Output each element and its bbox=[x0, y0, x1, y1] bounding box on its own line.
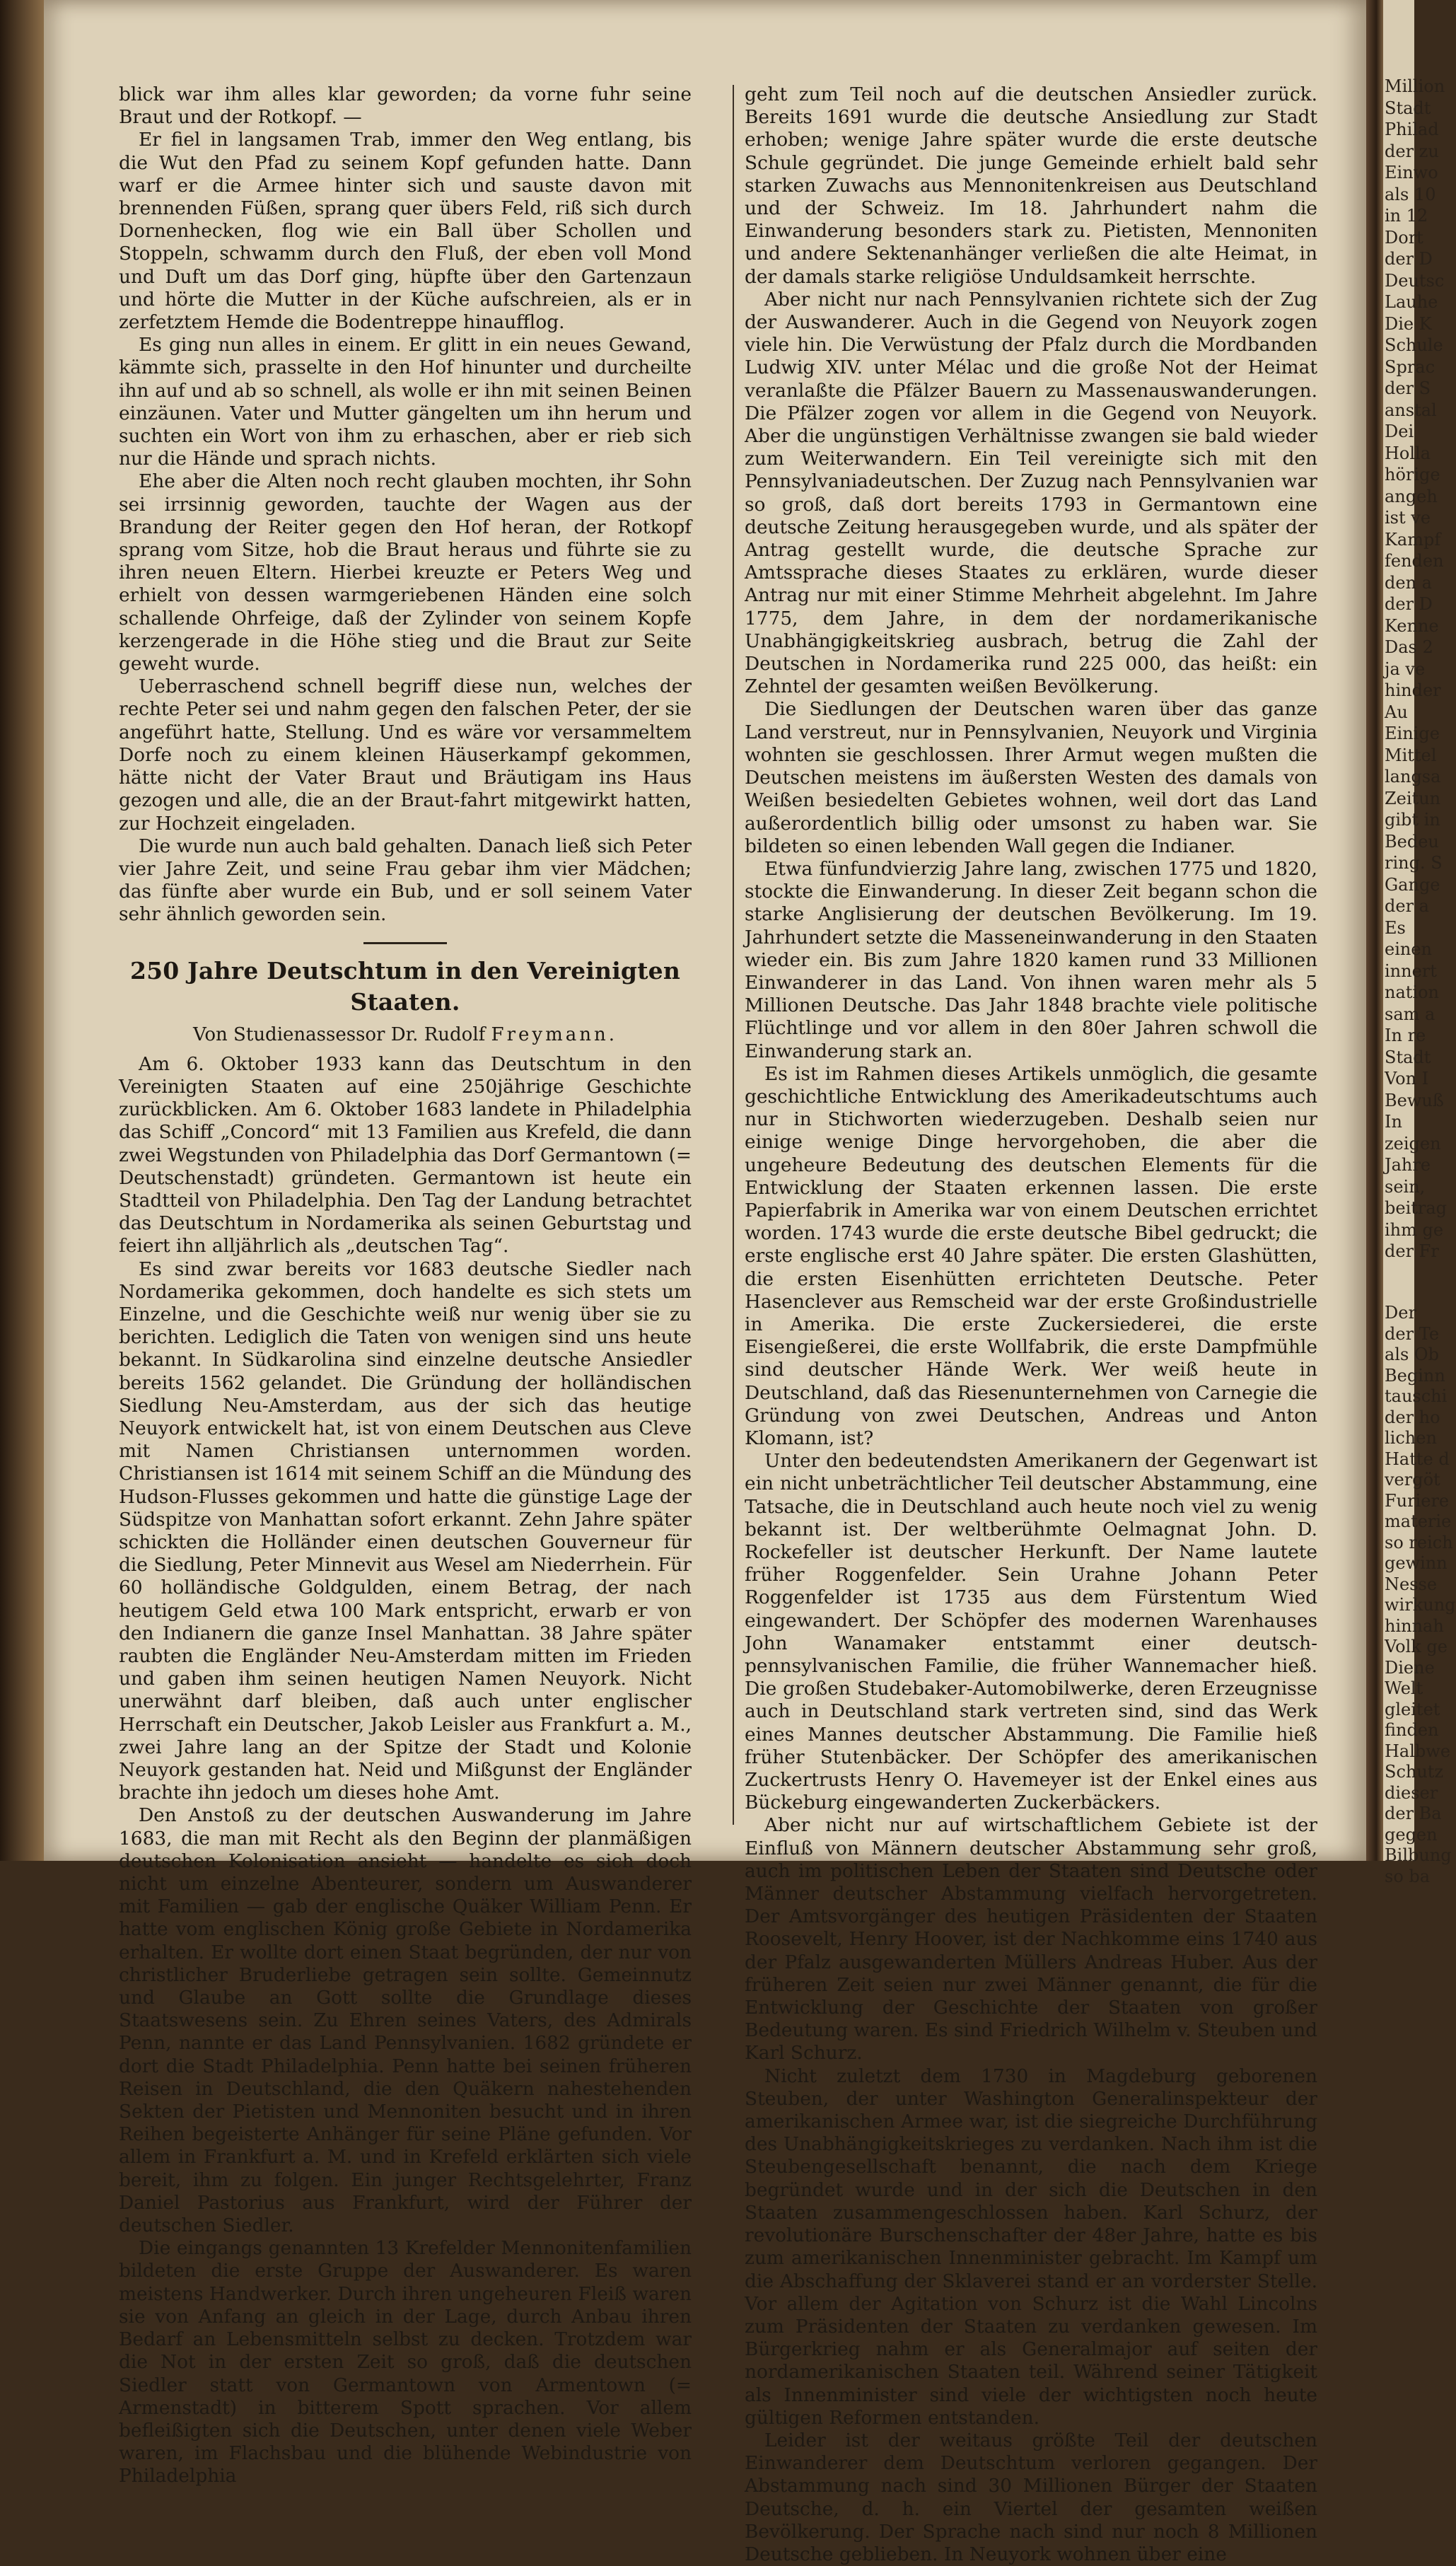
article-paragraph: Aber nicht nur nach Pennsylvanien richtete sich der Zug der Auswanderer. Auch in die Gegend von Neuyork zogen viele hin. Die Verwüstung der Pfalz durch die Mordbanden Ludwig XIV. unter Mélac und die große Not der Heimat veranlaßte die Pfälzer Bauern zu Massenauswanderungen. Die Pfälzer zogen vor allem in die Gegend von Neuyork. Aber die ungünstigen Verhältnisse zwangen sie bald wieder zum Weiterwandern. Ein Teil vereinigte sich mit den Pennsylvaniadeutschen. Der Zuzug nach Pennsylvanien war so groß, daß dort bereits 1793 in Germantown eine deutsche Zeitung herausgegeben wurde, und als später der Antrag gestellt wurde, die deutsche Sprache zur Amtssprache dieses Staates zu erklären, wurde dieser Antrag nur mit einer Stimme Mehrheit abgelehnt. Im Jahre 1775, dem Jahre, in dem der nordamerikanische Unabhängigkeitskrieg ausbrach, betrug die Zahl der Deutschen in Nordamerika rund 225 000, das heißt: ein Zehntel der gesamten weißen Bevölkerung. bbox=[745, 288, 1317, 698]
next-page-fragment: Hatte d bbox=[1385, 1449, 1450, 1469]
next-page-fragment: gegen bbox=[1385, 1824, 1438, 1845]
next-page-fragment: tauschi bbox=[1385, 1386, 1448, 1406]
next-page-fragment: ihm ge bbox=[1385, 1219, 1444, 1240]
article-paragraph: Nicht zuletzt dem 1730 in Magdeburg geborenen Steuben, der unter Washington Generalinspekteur der amerikanischen Armee war, ist die siegreiche Durchführung des Unabhängigkeitskrieges zu verdanken. Nach ihm ist die Steubengesellschaft benannt, die nach dem Kriege begründet wurde und in der sich die Deutschen in den Staaten zusammengeschlossen haben. Karl Schurz, der revolutionäre Burschenschafter der 48er Jahre, hatte es bis zum amerikanischen Innenminister gebracht. Im Kampf um die Abschaffung der Sklaverei stand er an vorderster Stelle. Vor allem der Agitation von Schurz ist die Wahl Lincolns zum Präsidenten der Staaten zu verdanken gewesen. Im Bürgerkrieg nahm er als Generalmajor auf seiten der nordamerikanischen Staaten teil. Während seiner Tätigkeit als Innenminister sind viele der wichtigsten noch heute gültigen Reformen entstanden. bbox=[745, 2065, 1317, 2429]
next-page-fragment: der D bbox=[1385, 249, 1433, 269]
book-spine-shadow bbox=[0, 0, 44, 1861]
next-page-fragment: hinnah bbox=[1385, 1615, 1444, 1636]
next-page-fragment: Schutz bbox=[1385, 1762, 1444, 1782]
right-column bbox=[745, 83, 1317, 2565]
article-byline bbox=[119, 1023, 692, 1046]
story-paragraph: blick war ihm alles klar geworden; da vorne fuhr seine Braut und der Rotkopf. — bbox=[119, 83, 692, 129]
next-page-fragment: nation bbox=[1385, 982, 1439, 1002]
left-column bbox=[119, 83, 692, 2487]
next-page-fragment: In re bbox=[1385, 1026, 1426, 1045]
next-page-fragment: fenden bbox=[1385, 551, 1444, 571]
next-page-fragment: zeigen bbox=[1385, 1133, 1441, 1154]
next-page-fragment: Philad bbox=[1385, 120, 1439, 139]
article-paragraph: Etwa fünfundvierzig Jahre lang, zwischen 1775 und 1820, stockte die Einwanderung. In dieser Zeit begann schon die starke Anglisierung der deutschen Bevölkerung. Im 19. Jahrhundert setzte die Masseneinwanderung in den Staaten wieder ein. Bis zum Jahre 1820 kamen rund 33 Millionen Einwanderer in das Land. Von ihnen waren mehr als 5 Millionen Deutsche. Das Jahr 1848 brachte viele politische Flüchtlinge und vor allem in den 80er Jahren schwoll die Einwanderung stark an. bbox=[745, 857, 1317, 1062]
story-paragraph: Ueberraschend schnell begriff diese nun, welches der rechte Peter sei und nahm gegen den falschen Peter, der sie angeführt hatte, Stellung. Und es wäre vor versammeltem Dorfe noch zu einem kleinen Häuserkampf gekommen, hätte nicht der Vater Braut und Bräutigam ins Haus gezogen und alle, die an der Braut-fahrt mitgewirkt hatten, zur Hochzeit eingeladen. bbox=[119, 675, 692, 835]
byline-author: Freymann. bbox=[491, 1023, 617, 1045]
next-page-fragment: Dei bbox=[1385, 422, 1414, 441]
article-paragraph: Aber nicht nur auf wirtschaftlichem Gebiete ist der Einfluß von Männern deutscher Abstammung sehr groß, auch im politischen Leben der Staaten sind Deutsche oder Männer deutscher Abstammung vielfach hervorgetreten. Der Amtsvorgänger des heutigen Präsidenten der Staaten Roosevelt, Henry Hoover, ist der Nachkomme eins 1740 aus der Pfalz ausgewanderten Müllers Andreas Huber. Aus der früheren Zeit seien nur zwei Männer genannt, die für die Entwicklung der Geschichte der Staaten von großer Bedeutung waren. Es sind Friedrich Wilhelm v. Steuben und Karl Schurz. bbox=[745, 1814, 1317, 2065]
next-page-fragment: innert bbox=[1385, 960, 1437, 981]
book-gutter bbox=[1366, 0, 1383, 1861]
next-page-fragment: ring. S bbox=[1385, 853, 1443, 873]
next-page-fragment: der Te bbox=[1385, 1323, 1440, 1344]
next-page-fragment: Schule bbox=[1385, 335, 1443, 355]
next-page-fragment: angeh bbox=[1385, 486, 1438, 506]
next-page-fragment: der a bbox=[1385, 896, 1429, 916]
next-page-fragment: einen bbox=[1385, 939, 1432, 959]
next-page-fragment: Sprac bbox=[1385, 356, 1435, 377]
next-page-fragment: dieser bbox=[1385, 1782, 1438, 1803]
article-paragraph: Es ist im Rahmen dieses Artikels unmöglich, die gesamte geschichtliche Entwicklung des Amerikadeutschtums auch nur in Stichworten wiederzugeben. Deshalb seien nur einige wenige Dinge hervorgehoben, die aber die ungeheure Bedeutung des deutschen Elements für die Entwicklung der Staaten erkennen lassen. Die erste Papierfabrik in Amerika war von einem Deutschen errichtet worden. 1743 wurde die erste deutsche Bibel gedruckt; die erste englische erst 40 Jahre später. Die ersten Glashütten, die ersten Eisenhütten errichteten Deutsche. Peter Hasenclever aus Remscheid war der erste Großindustrielle in Amerika. Die erste Zuckersiederei, die erste Eisengießerei, die erste Wollfabrik, die erste Dampfmühle sind deutscher Hände Werk. Wer weiß heute in Deutschland, daß das Riesenunternehmen von Carnegie die Gründung von zwei Deutschen, Andreas und Anton Klomann, ist? bbox=[745, 1062, 1317, 1449]
next-page-fragment: der S bbox=[1385, 378, 1431, 398]
next-page-fragment: der ho bbox=[1385, 1407, 1440, 1427]
next-page-fragment: Halbwe bbox=[1385, 1741, 1451, 1761]
next-page-fragment: so reich bbox=[1385, 1532, 1453, 1552]
next-page-fragment: als Ob bbox=[1385, 1345, 1439, 1364]
next-page-fragment: hinder bbox=[1385, 680, 1441, 700]
next-page-fragment: Volk ge bbox=[1385, 1637, 1448, 1656]
next-page-fragment: Holla bbox=[1385, 443, 1431, 463]
next-page-fragment: als 10 bbox=[1385, 184, 1436, 204]
next-page-fragment: wirkung bbox=[1385, 1595, 1456, 1615]
next-page-fragment: Welt bbox=[1385, 1678, 1423, 1698]
next-page-fragment: Zeitun bbox=[1385, 788, 1441, 808]
article-paragraph: Den Anstoß zu der deutschen Auswanderung im Jahre 1683, die man mit Recht als den Beginn der planmäßigen deutschen Kolonisation ansieht — handelte es sich doch nicht um einzelne Abenteurer, sondern um Auswanderer mit Familien — gab der englische Quäker William Penn. Er hatte vom englischen König große Gebiete in Nordamerika erhalten. Er wollte dort einen Staat begründen, der nur von christlicher Bruderliebe getragen sein sollte. Gemeinnutz und Glaube an Gott sollte die Grundlage dieses Staatswesens sein. Zu Ehren seines Vaters, des Admirals Penn, nannte er das Land Pennsylvanien. 1682 gründete er dort die Stadt Philadelphia. Penn hatte bei seinen früheren Reisen in Deutschland, die den Quäkern nahestehenden Sekten der Pietisten und Mennoniten besucht und in ihren Reihen begeisterte Anhänger für seine Pläne gefunden. Vor allem in Frankfurt a. M. und in Krefeld erklärten sich viele bereit, ihm zu folgen. Ein junger Rechtsgelehrter, Franz Daniel Pastorius aus Frankfurt, wird der Führer der deutschen Siedler. bbox=[119, 1804, 692, 2237]
next-page-fragment: ist ve bbox=[1385, 508, 1431, 528]
next-page-fragment: Furiere bbox=[1385, 1490, 1450, 1511]
next-page-fragment: Von I bbox=[1385, 1069, 1429, 1088]
next-page-fragment: den a bbox=[1385, 572, 1432, 593]
article-paragraph: Die eingangs genannten 13 Krefelder Mennonitenfamilien bildeten die erste Gruppe der Auswanderer. Es waren meistens Handwerker. Durch ihren ungeheuren Fleiß waren sie von Anfang an gleich in der Lage, durch Anbau ihren Bedarf an Lebensmitteln selbst zu decken. Trotzdem war die Not in der ersten Zeit so groß, daß die deutschen Siedler statt von Germantown von Armentown (= Armenstadt) in bitterem Spott sprachen. Vor allem befleißigten sich die Deutschen, unter denen viele Weber waren, im Flachsbau und die blühende Webindustrie von Philadelphia bbox=[119, 2237, 692, 2487]
next-page-fragment: gleitet bbox=[1385, 1699, 1440, 1719]
story-paragraph: Ehe aber die Alten noch recht glauben mochten, ihr Sohn sei irrsinnig geworden, tauchte der Wagen aus der Brandung der Reiter gegen den Hof heran, der Rotkopf sprang vom Sitze, hob die Braut heraus und führte sie zu ihren neuen Eltern. Hierbei kreuzte er Peters Weg und erhielt von dessen warmgeriebenen Händen eine solch schallende Ohrfeige, daß der Zylinder von seinem Kopfe kerzengerade in die Höhe stieg und die Braut zur Seite geweht wurde. bbox=[119, 470, 692, 675]
next-page-fragment: Diene bbox=[1385, 1657, 1435, 1678]
article-paragraph: Unter den bedeutendsten Amerikanern der Gegenwart ist ein nicht unbeträchtlicher Teil deutscher Abstammung, eine Tatsache, die in Deutschland auch heute noch viel zu wenig bekannt ist. Der weltberühmte Oelmagnat John. D. Rockefeller ist deutscher Herkunft. Der Name lautete früher Roggenfelder. Sein Urahne Johann Peter Roggenfelder ist 1735 aus dem Fürstentum Wied eingewandert. Der Schöpfer des modernen Warenhauses John Wanamaker entstammt einer deutsch-pennsylvanischen Familie, die früher Wannemacher hieß. Die großen Studebaker-Automobilwerke, deren Erzeugnisse auch in Deutschland stark vertreten sind, sind das Werk eines Mannes deutscher Abstammung. Die Familie hieß früher Stutenbäcker. Der Schöpfer des amerikanischen Zuckertrusts Henry O. Havemeyer ist der Enkel eines aus Bückeburg eingewanderten Zuckerbäckers. bbox=[745, 1450, 1317, 1814]
next-page-fragment: Deutsc bbox=[1385, 270, 1445, 291]
next-page-fragment: Gange bbox=[1385, 874, 1440, 895]
next-page-fragment: vergöt bbox=[1385, 1470, 1440, 1490]
next-page-fragment: Bilbung bbox=[1385, 1845, 1452, 1865]
next-page-fragment: beitrag bbox=[1385, 1198, 1448, 1218]
article-paragraph: Am 6. Oktober 1933 kann das Deutschtum in den Vereinigten Staaten auf eine 250jährige Geschichte zurückblicken. Am 6. Oktober 1683 landete in Philadelphia das Schiff „Concord“ mit 13 Familien aus Krefeld, die dann zwei Wegstunden von Philadelphia das Dorf Germantown (= Deutschenstadt) gründeten. Germantown ist heute ein Stadtteil von Philadelphia. Den Tag der Landung betrachtet das Deutschtum in Nordamerika als seinen Geburtstag und feiert ihn alljährlich als „deutschen Tag“. bbox=[119, 1052, 692, 1258]
story-paragraph: Er fiel in langsamen Trab, immer den Weg entlang, bis die Wut den Pfad zu seinem Kopf gefunden hatte. Dann warf er die Armee hinter sich und sauste davon mit brennenden Füßen, sprang quer übers Feld, riß sich durch Dornenhecken, flog wie ein Ball über Schollen und Stoppeln, schwamm durch den Fluß, der eben voll Mond und Duft um das Dorf ging, hüpfte über den Gartenzaun und hörte die Mutter in der Küche aufschreien, als er in zerfetztem Hemde die Bodentreppe hinaufflog. bbox=[119, 129, 692, 334]
next-page-fragment: so ba bbox=[1385, 1866, 1431, 1886]
article-paragraph: Die Siedlungen der Deutschen waren über das ganze Land verstreut, nur in Pennsylvanien, Neuyork und Virginia wohnten sie geschlossen. Ihrer Armut wegen mußten die Deutschen meistens im äußersten Westen des damals von Weißen besiedelten Gebietes wohnen, weil dort das Land außerordentlich billig oder umsonst zu haben war. Sie bildeten so einen lebenden Wall gegen die Indianer. bbox=[745, 698, 1317, 857]
next-page-fragment: Nesse bbox=[1385, 1574, 1438, 1594]
next-page-fragment: gewinn bbox=[1385, 1553, 1448, 1573]
article-headline: 250 Jahre Deutschtum in den Vereinigten Staaten. bbox=[129, 956, 681, 1016]
next-page-fragment: Der bbox=[1385, 1303, 1416, 1323]
next-page-fragment: sein, bbox=[1385, 1176, 1426, 1197]
next-page-fragment: Lauhe bbox=[1385, 292, 1438, 312]
next-page-fragment: finden bbox=[1385, 1720, 1439, 1740]
next-page-fragment: anstal bbox=[1385, 400, 1437, 420]
next-page-fragment: Das 2 bbox=[1385, 637, 1433, 657]
article-paragraph: Leider ist der weitaus größte Teil der deutschen Einwanderer dem Deutschtum verloren gegangen. Der Abstammung nach sind 30 Millionen Bürger der Staaten Deutsche, d. h. ein Viertel der gesamten weißen Bevölkerung. Der Sprache nach sind nur noch 8 Millionen Deutsche geblieben. In Neuyork wohnen über eine bbox=[745, 2429, 1317, 2565]
next-page-fragment: Stadt bbox=[1385, 98, 1431, 118]
next-page-fragment: der Ba bbox=[1385, 1804, 1442, 1823]
story-paragraph: Die wurde nun auch bald gehalten. Danach ließ sich Peter vier Jahre Zeit, und seine Frau gebar ihm vier Mädchen; das fünfte aber wurde ein Bub, und er soll seinem Vater sehr ähnlich geworden sein. bbox=[119, 835, 692, 926]
next-page-fragment: Dort bbox=[1385, 227, 1423, 248]
next-page-fragment: lichen bbox=[1385, 1428, 1437, 1448]
next-page-fragment: langsa bbox=[1385, 767, 1441, 786]
next-page-fragment: Es bbox=[1385, 917, 1406, 938]
column-divider bbox=[733, 85, 734, 1825]
next-page-fragment: gibt in bbox=[1385, 810, 1440, 830]
adjacent-page-edge bbox=[1383, 0, 1456, 1886]
next-page-fragment: sam a bbox=[1385, 1004, 1435, 1024]
next-page-fragment: Einige bbox=[1385, 724, 1440, 743]
article-paragraph: Es sind zwar bereits vor 1683 deutsche Siedler nach Nordamerika gekommen, doch handelte es sich stets um Einzelne, und die Geschichte weiß nur wenig über sie zu berichten. Lediglich die Taten von wenigen sind uns heute bekannt. In Südkarolina sind einzelne deutsche Ansiedler bereits 1562 gelandet. Die Gründung der holländischen Siedlung Neu-Amsterdam, aus der sich das heutige Neuyork entwickelt hat, ist von einem Deutschen aus Cleve mit Namen Christiansen unternommen worden. Christiansen ist 1614 mit seinem Schiff an die Mündung des Hudson-Flusses gekommen und hatte die günstige Lage der Südspitze von Manhattan sofort erkannt. Zehn Jahre später schickten die Holländer einen deutschen Gouverneur für die Siedlung, Peter Minnevit aus Wesel am Niederrhein. Für 60 holländische Goldgulden, einem Betrag, der nach heutigem Geld etwa 100 Mark entspricht, erwarb er von den Indianern die ganze Insel Manhattan. 38 Jahre später raubten die Engländer Neu-Amsterdam mitten im Frieden und gaben ihm seinen heutigen Namen Neuyork. Nicht unerwähnt darf bleiben, daß auch unter englischer Herrschaft ein Deutscher, Jakob Leisler aus Frankfurt a. M., zwei Jahre lang an der Spitze der Stadt und Kolonie Neuyork gestanden hat. Neid und Mißgunst der Engländer brachte ihn jedoch um dieses hohe Amt. bbox=[119, 1258, 692, 1804]
next-page-fragment: ja ve bbox=[1385, 658, 1426, 679]
next-page-fragment: Bewuß bbox=[1385, 1090, 1444, 1110]
next-page-fragment: Kampf bbox=[1385, 529, 1441, 550]
next-page-fragment: Jahre bbox=[1385, 1155, 1431, 1175]
next-page-fragment: der D bbox=[1385, 594, 1433, 614]
next-page-fragment: Million bbox=[1385, 76, 1445, 96]
next-page-fragment: Stadt bbox=[1385, 1047, 1431, 1067]
next-page-fragment: In bbox=[1385, 1112, 1402, 1132]
story-paragraph: Es ging nun alles in einem. Er glitt in ein neues Gewand, kämmte sich, prasselte in den Hof hinunter und durcheilte ihn auf und ab so schnell, als wolle er ihn mit seinen Beinen einzäunen. Vater und Mutter gängelten um ihn herum und suchten ein Wort von ihm zu erhaschen, aber er rieb sich nur die Hände und sprach nichts. bbox=[119, 334, 692, 470]
byline-prefix: Von Studienassessor Dr. Rudolf bbox=[193, 1023, 486, 1045]
next-page-fragment: Bedeu bbox=[1385, 831, 1439, 852]
next-page-fragment: der zu bbox=[1385, 141, 1439, 161]
next-page-fragment: Beginn bbox=[1385, 1365, 1445, 1386]
next-page-fragment: Einwo bbox=[1385, 163, 1438, 182]
next-page-fragment: materie bbox=[1385, 1511, 1452, 1531]
next-page-fragment: Mittel bbox=[1385, 745, 1437, 765]
next-page-fragment: Die K bbox=[1385, 313, 1432, 334]
article-paragraph: geht zum Teil noch auf die deutschen Ansiedler zurück. Bereits 1691 wurde die deutsche Ansiedlung zur Stadt erhoben; wenige Jahre später wurde die erste deutsche Schule gegründet. Die junge Gemeinde erhielt bald sehr starken Zuwachs aus Mennonitenkreisen aus Deutschland und der Schweiz. Im 18. Jahrhundert nahm die Einwanderung besonders stark zu. Pietisten, Mennoniten und andere Sektenanhänger verließen die alte Heimat, in der damals starke religiöse Unduldsamkeit herrschte. bbox=[745, 83, 1317, 288]
next-page-fragment: hörige bbox=[1385, 465, 1440, 484]
next-page-fragment: der Fr bbox=[1385, 1241, 1439, 1261]
next-page-fragment: Au bbox=[1385, 702, 1408, 722]
section-divider bbox=[363, 942, 447, 944]
next-page-fragment: Kenne bbox=[1385, 615, 1439, 636]
next-page-fragment: in 12 bbox=[1385, 206, 1428, 226]
